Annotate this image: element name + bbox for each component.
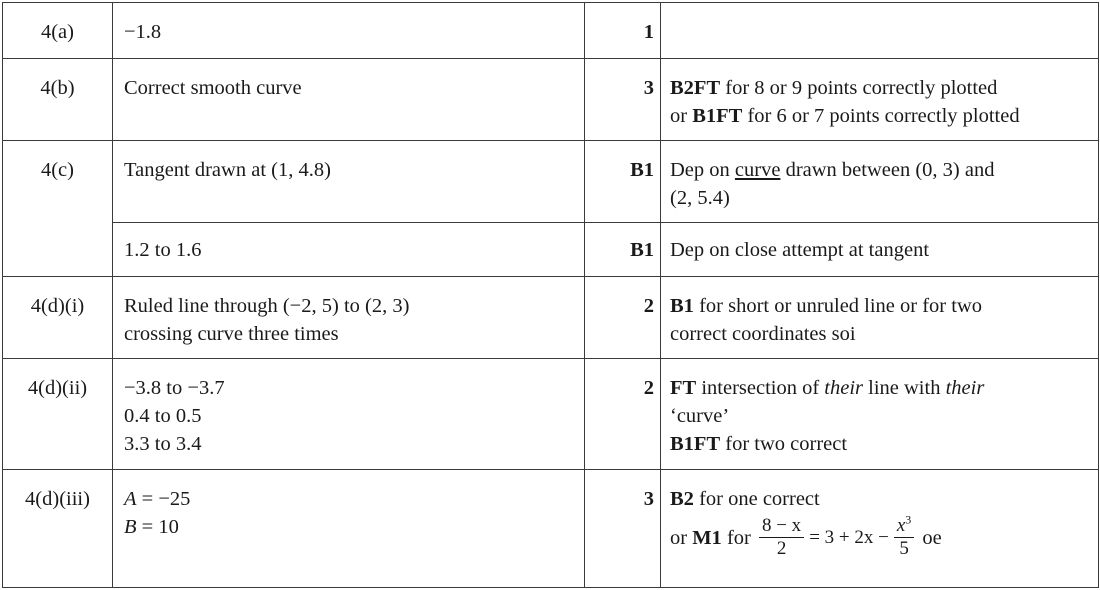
question-number: 4(a)	[3, 3, 113, 59]
answer-text: −3.8 to −3.7	[124, 377, 225, 399]
marks-cell: 3	[585, 470, 661, 588]
table-row	[3, 277, 1099, 359]
marks-cell: 2	[585, 277, 661, 359]
answer-text: Correct smooth curve	[124, 77, 302, 99]
guidance-italic: their	[945, 377, 985, 399]
guidance-cell	[661, 3, 1099, 59]
guidance-line: (2, 5.4)	[670, 187, 730, 209]
answer-value: = 10	[136, 516, 179, 538]
answer-cell	[113, 3, 585, 59]
marks-cell: 2	[585, 359, 661, 470]
answer-text	[124, 513, 584, 541]
answer-text: 3.3 to 3.4	[124, 433, 202, 455]
mark-code: B1FT	[692, 105, 743, 127]
equation-middle: = 3 + 2x −	[809, 526, 889, 548]
guidance-line	[670, 374, 1098, 402]
guidance-cell	[661, 470, 1099, 588]
answer-cell	[113, 141, 585, 223]
fraction-right	[894, 512, 914, 560]
guidance-text: or	[670, 105, 693, 127]
marks-cell: B1	[585, 223, 661, 277]
underlined-word: curve	[734, 159, 781, 181]
guidance-line	[670, 292, 1098, 320]
question-number: 4(d)(ii)	[3, 359, 113, 470]
variable-name: B	[124, 516, 137, 538]
table-row	[3, 141, 1099, 223]
question-number: 4(d)(i)	[3, 277, 113, 359]
guidance-line	[670, 430, 1098, 458]
fraction-numerator: 8 − x	[761, 515, 802, 536]
marks-cell: 3	[585, 59, 661, 141]
guidance-text: for 8 or 9 points correctly plotted	[720, 77, 998, 99]
answer-text: Ruled line through (−2, 5) to (2, 3)	[124, 295, 410, 317]
guidance-text: for	[721, 526, 756, 549]
answer-cell	[113, 277, 585, 359]
guidance-text: for two correct	[720, 433, 848, 455]
answer-value: = −25	[136, 488, 191, 510]
answer-cell	[113, 470, 585, 588]
guidance-text: line with	[863, 377, 946, 399]
answer-text	[124, 485, 584, 513]
table-row	[3, 223, 1099, 277]
guidance-text: intersection of	[696, 377, 825, 399]
exponent: 3	[905, 512, 912, 527]
marks-cell: B1	[585, 141, 661, 223]
table-row	[3, 470, 1099, 588]
question-number: 4(d)(iii)	[3, 470, 113, 588]
guidance-cell	[661, 223, 1099, 277]
fraction-numerator	[894, 512, 914, 537]
variable-name: A	[124, 488, 137, 510]
question-number: 4(b)	[3, 59, 113, 141]
marks-cell: 1	[585, 3, 661, 59]
guidance-line: Dep on close attempt at tangent	[670, 239, 930, 261]
guidance-text: for short or unruled line or for two	[693, 295, 983, 317]
answer-text: 1.2 to 1.6	[124, 239, 202, 261]
guidance-line	[670, 485, 1098, 513]
fraction-denominator: 5	[899, 538, 909, 559]
answer-cell	[113, 59, 585, 141]
table-row	[3, 3, 1099, 59]
mark-code: FT	[670, 377, 697, 399]
guidance-line: ‘curve’	[670, 405, 730, 427]
mark-code: B1FT	[670, 433, 721, 455]
answer-text: 0.4 to 0.5	[124, 405, 202, 427]
mark-scheme-table	[2, 2, 1099, 588]
guidance-text: or	[670, 526, 693, 549]
guidance-cell	[661, 277, 1099, 359]
variable-name: x	[896, 515, 906, 536]
answer-cell	[113, 223, 585, 277]
guidance-line	[670, 74, 1098, 102]
guidance-cell	[661, 59, 1099, 141]
guidance-line	[670, 156, 1098, 184]
guidance-text: oe	[917, 526, 942, 549]
mark-code: B2	[670, 488, 694, 510]
guidance-line: correct coordinates soi	[670, 323, 856, 345]
answer-text: −1.8	[124, 21, 162, 43]
mark-code: B1	[670, 295, 694, 317]
guidance-line	[670, 102, 1098, 130]
guidance-text: drawn between (0, 3) and	[780, 159, 995, 181]
question-number: 4(c)	[3, 141, 113, 277]
guidance-text: for one correct	[693, 488, 820, 510]
guidance-text: Dep on	[670, 159, 735, 181]
method-mark-equation	[670, 512, 1098, 560]
table-row	[3, 359, 1099, 470]
guidance-text: for 6 or 7 points correctly plotted	[742, 105, 1020, 127]
fraction-denominator: 2	[776, 538, 787, 559]
mark-code: M1	[692, 526, 722, 549]
answer-text: Tangent drawn at (1, 4.8)	[124, 159, 331, 181]
fraction-left	[759, 515, 804, 560]
guidance-cell	[661, 359, 1099, 470]
guidance-italic: their	[824, 377, 864, 399]
answer-text: crossing curve three times	[124, 323, 339, 345]
table-row	[3, 59, 1099, 141]
answer-cell	[113, 359, 585, 470]
guidance-cell	[661, 141, 1099, 223]
mark-code: B2FT	[670, 77, 721, 99]
